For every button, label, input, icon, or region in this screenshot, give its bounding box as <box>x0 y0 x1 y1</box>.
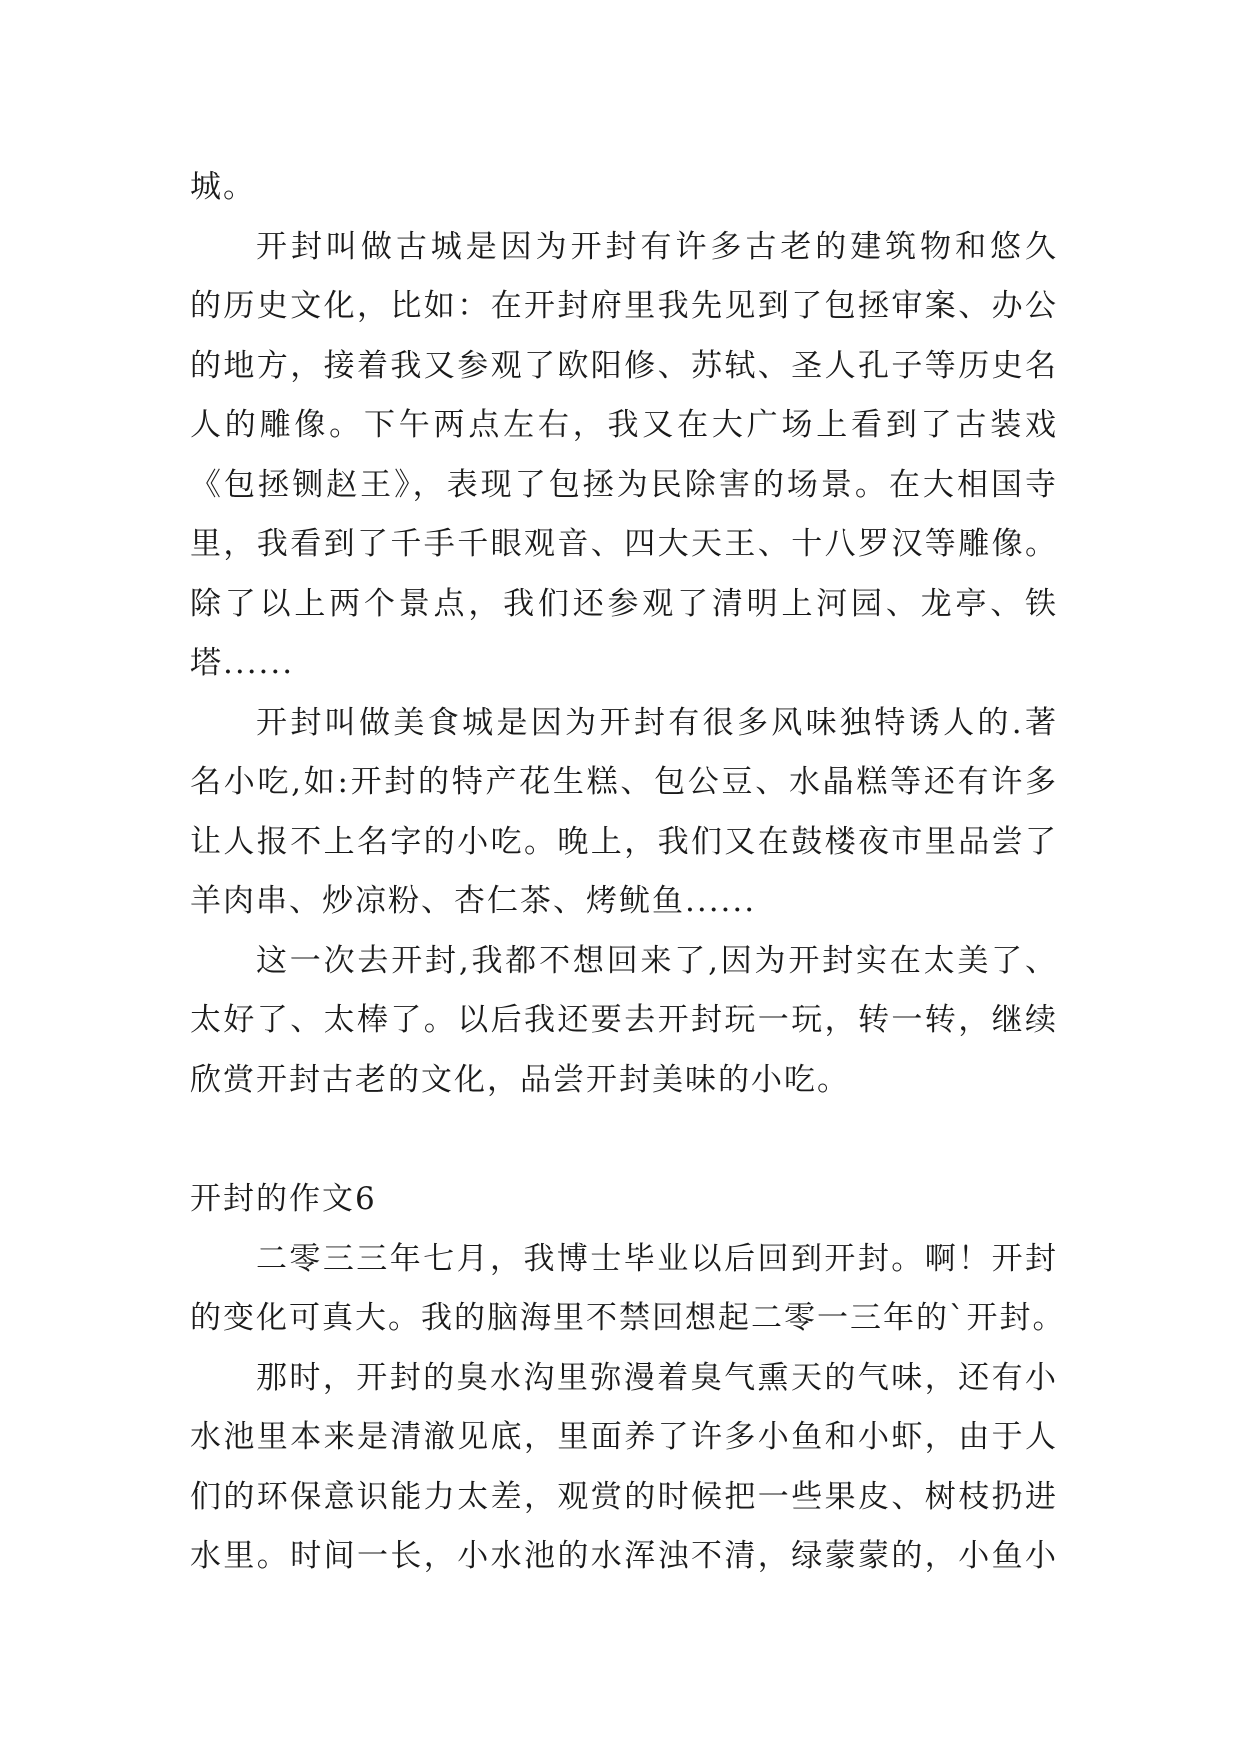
continuation-line: 城。 <box>190 169 256 205</box>
paragraph-line: 名小吃,如:开封的特产花生糕、包公豆、水晶糕等还有许多 <box>190 764 1058 800</box>
paragraph-line: 的变化可真大。我的脑海里不禁回想起二零一三年的`开封。 <box>190 1300 1066 1336</box>
paragraph-line: 二零三三年七月，我博士毕业以后回到开封。啊！开封 <box>256 1240 1058 1277</box>
paragraph-line: 让人报不上名字的小吃。晚上，我们又在鼓楼夜市里品尝了 <box>190 823 1058 860</box>
paragraph-line: 太好了、太棒了。以后我还要去开封玩一玩，转一转，继续 <box>190 1002 1058 1038</box>
document-body <box>190 158 1066 1587</box>
paragraph-line: 《包拯铡赵王》，表现了包拯为民除害的场景。在大相国寺 <box>190 466 1058 503</box>
paragraph-line: 里，我看到了千手千眼观音、四大天王、十八罗汉等雕像。 <box>190 526 1058 562</box>
paragraph-line: 那时，开封的臭水沟里弥漫着臭气熏天的气味，还有小 <box>256 1359 1058 1396</box>
paragraph-line: 的历史文化，比如：在开封府里我先见到了包拯审案、办公 <box>190 288 1058 324</box>
paragraph-line: 欣赏开封古老的文化，品尝开封美味的小吃。 <box>190 1061 850 1098</box>
paragraph-line: 人的雕像。下午两点左右，我又在大广场上看到了古装戏 <box>190 407 1058 443</box>
paragraph-line: 这一次去开封,我都不想回来了,因为开封实在太美了、 <box>256 942 1058 979</box>
paragraph-line: 除了以上两个景点，我们还参观了清明上河园、龙亭、铁 <box>190 585 1058 622</box>
paragraph-line: 开封叫做美食城是因为开封有很多风味独特诱人的.著 <box>256 704 1058 741</box>
paragraph-line: 塔...... <box>190 645 295 681</box>
paragraph-line: 羊肉串、炒凉粉、杏仁茶、烤鱿鱼...... <box>190 883 757 919</box>
section-heading: 开封的作文6 <box>190 1181 377 1217</box>
paragraph-line: 水池里本来是清澈见底，里面养了许多小鱼和小虾，由于人 <box>190 1419 1058 1455</box>
paragraph-line: 的地方，接着我又参观了欧阳修、苏轼、圣人孔子等历史名 <box>190 347 1058 384</box>
paragraph-line: 们的环保意识能力太差，观赏的时候把一些果皮、树枝扔进 <box>190 1478 1058 1515</box>
paragraph-line: 开封叫做古城是因为开封有许多古老的建筑物和悠久 <box>256 228 1058 265</box>
paragraph-line: 水里。时间一长，小水池的水浑浊不清，绿蒙蒙的，小鱼小 <box>190 1538 1058 1574</box>
